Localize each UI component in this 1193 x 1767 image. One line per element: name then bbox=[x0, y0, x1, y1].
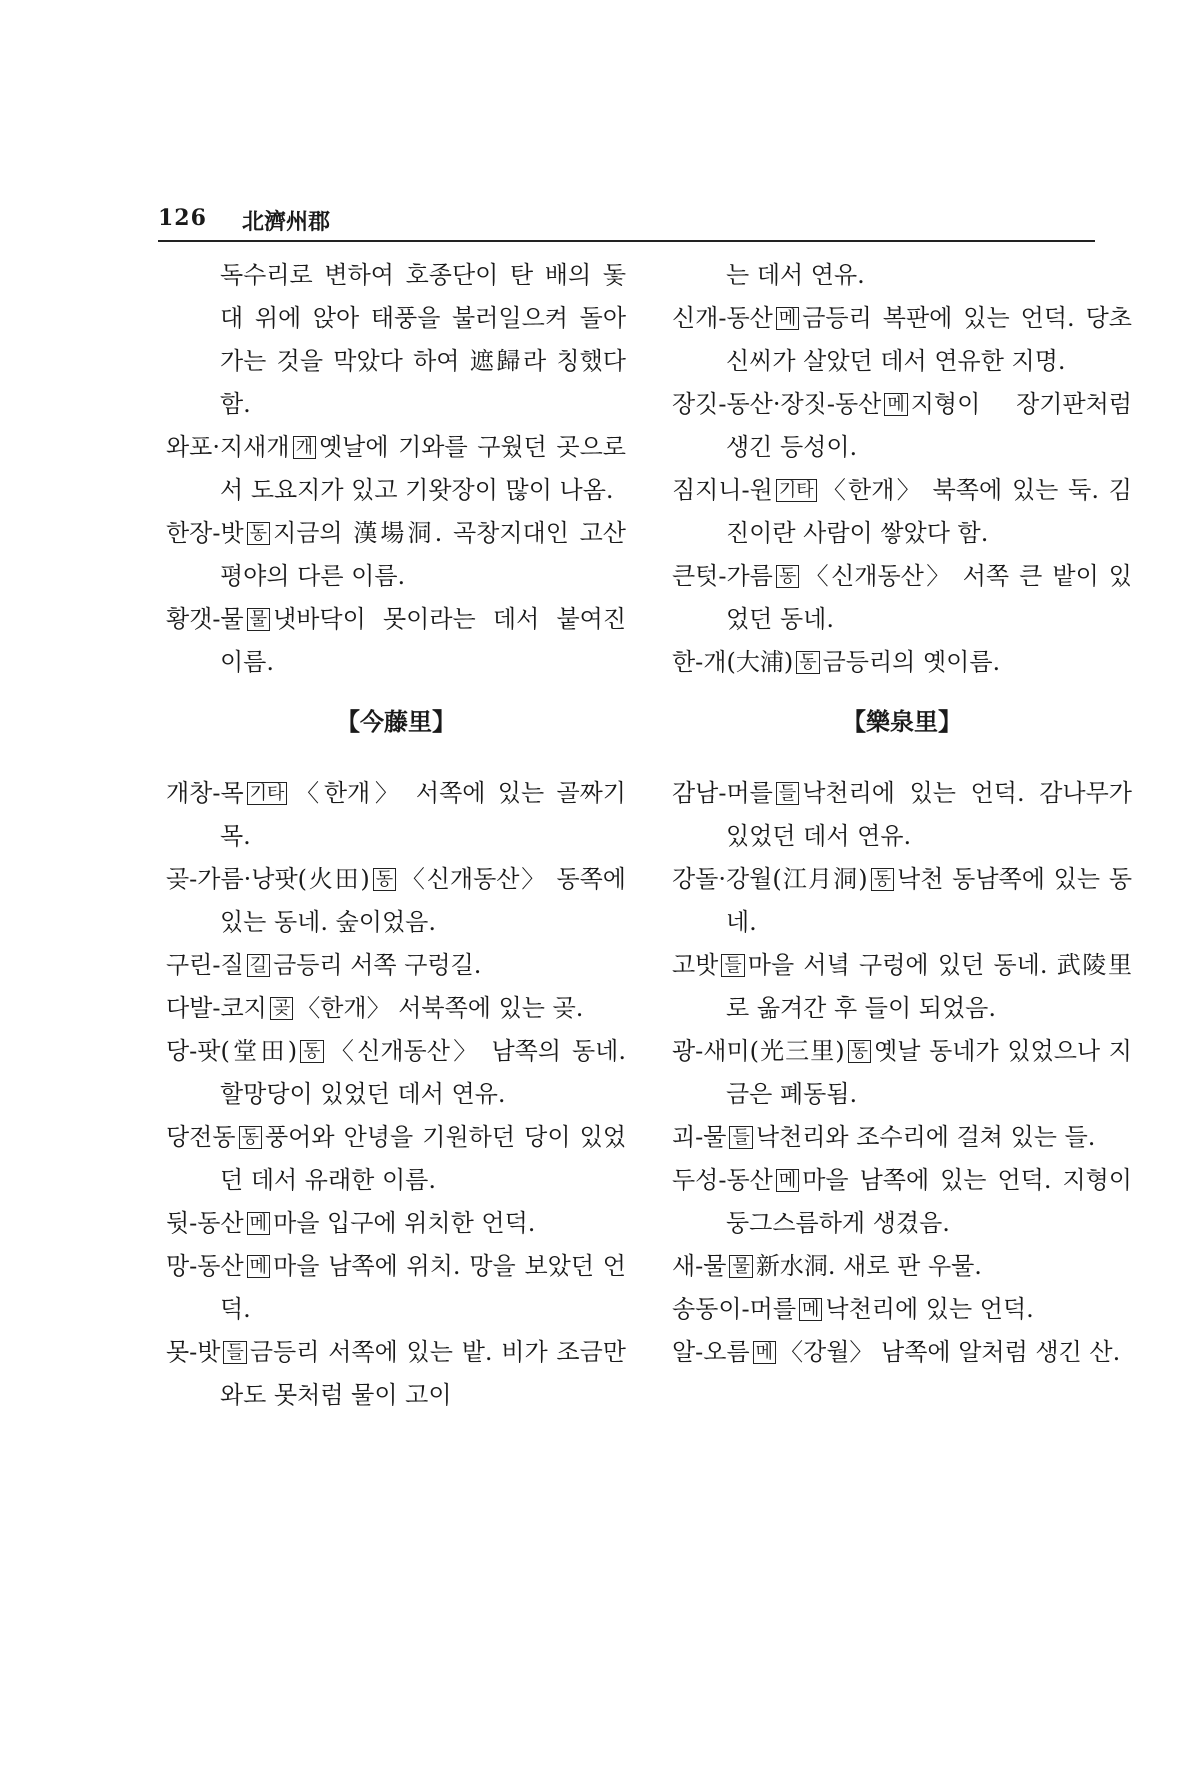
entry bbox=[672, 1245, 1132, 1288]
entry bbox=[166, 1116, 626, 1202]
category-tag: 동 bbox=[871, 868, 894, 891]
entry-term: 다발-코지 bbox=[166, 994, 267, 1022]
running-title: 北濟州郡 bbox=[242, 209, 331, 235]
entry-text: 낙천리에 있는 언덕. 감나무가 있었던 데서 연유. bbox=[726, 779, 1132, 850]
entry bbox=[166, 1331, 626, 1417]
entry bbox=[672, 1030, 1132, 1116]
right-bottom-entries bbox=[672, 772, 1132, 1374]
entry-text: 낙천 동남쪽에 있는 동네. bbox=[726, 865, 1133, 936]
category-tag: 개 bbox=[293, 436, 316, 459]
entry-text: 낙천리에 있는 언덕. bbox=[825, 1295, 1034, 1323]
entry-text: 〈신개동산〉 서쪽 큰 밭이 있었던 동네. bbox=[726, 562, 1132, 633]
entry-term: 장깃-동산·장짓-동산 bbox=[672, 390, 882, 418]
category-tag: 동 bbox=[239, 1126, 262, 1149]
category-tag: 들 bbox=[776, 782, 799, 805]
entry bbox=[672, 383, 1132, 469]
entry bbox=[166, 426, 626, 512]
category-tag: 길 bbox=[247, 954, 270, 977]
page-number: 126 bbox=[158, 205, 207, 231]
entry-term: 구린-질 bbox=[166, 951, 244, 979]
entry bbox=[672, 1159, 1132, 1245]
category-tag: 메 bbox=[247, 1212, 270, 1235]
entry-text: 풍어와 안녕을 기원하던 당이 있었던 데서 유래한 이름. bbox=[220, 1123, 626, 1194]
category-tag: 동 bbox=[848, 1040, 871, 1063]
category-tag: 동 bbox=[796, 651, 819, 674]
entry-term: 광-새미(光三里) bbox=[672, 1037, 845, 1065]
entry bbox=[672, 297, 1132, 383]
section-heading-nakcheon: 【樂泉里】 bbox=[842, 707, 962, 736]
entry bbox=[166, 944, 626, 987]
entry-text: 옛날에 기와를 구웠던 곳으로서 도요지가 있고 기왓장이 많이 나옴. bbox=[220, 433, 626, 504]
entry-term: 알-오름 bbox=[672, 1338, 750, 1366]
entry-text: 마을 남쪽에 있는 언덕. 지형이 둥그스름하게 생겼음. bbox=[726, 1166, 1132, 1237]
entry-term: 한-개(大浦) bbox=[672, 648, 794, 676]
category-tag: 기타 bbox=[247, 782, 288, 805]
right-column bbox=[672, 0, 1132, 1767]
left-column bbox=[166, 0, 626, 1767]
category-tag: 동 bbox=[247, 522, 270, 545]
continuation-text: 는 데서 연유. bbox=[726, 261, 865, 289]
left-top-entries bbox=[166, 426, 626, 684]
entry bbox=[166, 858, 626, 944]
entry-term: 두성-동산 bbox=[672, 1166, 773, 1194]
category-tag: 들 bbox=[729, 1126, 752, 1149]
entry-term: 괴-물 bbox=[672, 1123, 727, 1151]
entry-term: 신개-동산 bbox=[672, 304, 773, 332]
entry-text: 〈한개〉 서쪽에 있는 골짜기 목. bbox=[220, 779, 626, 850]
entry-term: 새-물 bbox=[672, 1252, 727, 1280]
category-tag: 들 bbox=[721, 954, 744, 977]
entry bbox=[166, 1202, 626, 1245]
entry-text: 마을 입구에 위치한 언덕. bbox=[273, 1209, 536, 1237]
entry bbox=[166, 987, 626, 1030]
entry bbox=[166, 772, 626, 858]
entry bbox=[672, 858, 1132, 944]
entry bbox=[672, 1288, 1132, 1331]
entry-text: 금등리의 옛이름. bbox=[822, 648, 1001, 676]
left-top-block bbox=[166, 254, 626, 684]
entry bbox=[672, 944, 1132, 1030]
section-heading-geumdeung: 【今藤里】 bbox=[336, 707, 456, 736]
entry-term: 황갯-물 bbox=[166, 605, 244, 633]
entry-text: 新水洞. 새로 판 우물. bbox=[755, 1252, 982, 1280]
entry-text: 〈신개동산〉 남쪽의 동네. 할망당이 있었던 데서 연유. bbox=[220, 1037, 626, 1108]
entry bbox=[166, 1245, 626, 1331]
left-bottom-entries bbox=[166, 772, 626, 1417]
entry bbox=[166, 512, 626, 598]
category-tag: 메 bbox=[799, 1298, 822, 1321]
entry-text: 냇바닥이 못이라는 데서 붙여진 이름. bbox=[220, 605, 626, 676]
entry-term: 뒷-동산 bbox=[166, 1209, 244, 1237]
entry-term: 곶-가름·낭팟(火田) bbox=[166, 865, 370, 893]
category-tag: 물 bbox=[729, 1255, 752, 1278]
entry-text: 지금의 漢場洞. 곡창지대인 고산평야의 다른 이름. bbox=[220, 519, 626, 590]
entry-text: 〈신개동산〉 동쪽에 있는 동네. 숲이었음. bbox=[220, 865, 626, 936]
entry-text: 〈한개〉 북쪽에 있는 둑. 김진이란 사람이 쌓았다 함. bbox=[726, 476, 1132, 547]
entry bbox=[672, 772, 1132, 858]
entry bbox=[166, 1030, 626, 1116]
entry-text: 금등리 복판에 있는 언덕. 당초 신씨가 살았던 데서 연유한 지명. bbox=[726, 304, 1132, 375]
entry-term: 당-팟(堂田) bbox=[166, 1037, 298, 1065]
entry-term: 개창-목 bbox=[166, 779, 244, 807]
category-tag: 물 bbox=[247, 608, 270, 631]
category-tag: 들 bbox=[223, 1341, 246, 1364]
category-tag: 메 bbox=[776, 1169, 799, 1192]
entry-text: 금등리 서쪽 구렁길. bbox=[273, 951, 482, 979]
entry-term: 와포·지새개 bbox=[166, 433, 290, 461]
entry-text: 마을 남쪽에 위치. 망을 보았던 언덕. bbox=[220, 1252, 626, 1323]
category-tag: 기타 bbox=[776, 479, 817, 502]
entry-text: 지형이 장기판처럼 생긴 등성이. bbox=[726, 390, 1132, 461]
entry bbox=[672, 1331, 1132, 1374]
category-tag: 동 bbox=[300, 1040, 323, 1063]
entry-text: 〈한개〉 서북쪽에 있는 곶. bbox=[296, 994, 584, 1022]
category-tag: 곶 bbox=[270, 997, 293, 1020]
category-tag: 동 bbox=[776, 565, 799, 588]
entry-text: 〈강월〉 남쪽에 알처럼 생긴 산. bbox=[779, 1338, 1121, 1366]
entry-term: 한장-밧 bbox=[166, 519, 244, 547]
entry-term: 송동이-머를 bbox=[672, 1295, 797, 1323]
entry bbox=[672, 555, 1132, 641]
category-tag: 메 bbox=[753, 1341, 776, 1364]
right-top-block bbox=[672, 254, 1132, 684]
entry-term: 큰텃-가름 bbox=[672, 562, 773, 590]
entry bbox=[672, 469, 1132, 555]
entry-term: 고밧 bbox=[672, 951, 719, 979]
entry bbox=[166, 598, 626, 684]
entry-term: 강돌·강월(江月洞) bbox=[672, 865, 868, 893]
category-tag: 동 bbox=[373, 868, 396, 891]
entry bbox=[672, 1116, 1132, 1159]
entry-text: 옛날 동네가 있었으나 지금은 폐동됨. bbox=[726, 1037, 1132, 1108]
entry-text: 금등리 서쪽에 있는 밭. 비가 조금만 와도 못처럼 물이 고이 bbox=[220, 1338, 626, 1409]
category-tag: 메 bbox=[776, 307, 799, 330]
entry-term: 짐지니-원 bbox=[672, 476, 773, 504]
category-tag: 메 bbox=[247, 1255, 270, 1278]
entry-term: 감남-머를 bbox=[672, 779, 773, 807]
right-top-entries bbox=[672, 297, 1132, 684]
entry-term: 당전동 bbox=[166, 1123, 236, 1151]
entry-term: 망-동산 bbox=[166, 1252, 244, 1280]
entry-text: 낙천리와 조수리에 걸쳐 있는 들. bbox=[755, 1123, 1096, 1151]
continuation-text: 독수리로 변하여 호종단이 탄 배의 돛대 위에 앉아 태풍을 불러일으켜 돌아가는 것을 막았다 하여 遮歸라 칭했다 함. bbox=[220, 261, 626, 418]
category-tag: 메 bbox=[884, 393, 907, 416]
entry-text: 마을 서녘 구렁에 있던 동네. 武陵里로 옮겨간 후 들이 되었음. bbox=[726, 951, 1132, 1022]
entry-term: 못-밧 bbox=[166, 1338, 221, 1366]
entry bbox=[672, 641, 1132, 684]
